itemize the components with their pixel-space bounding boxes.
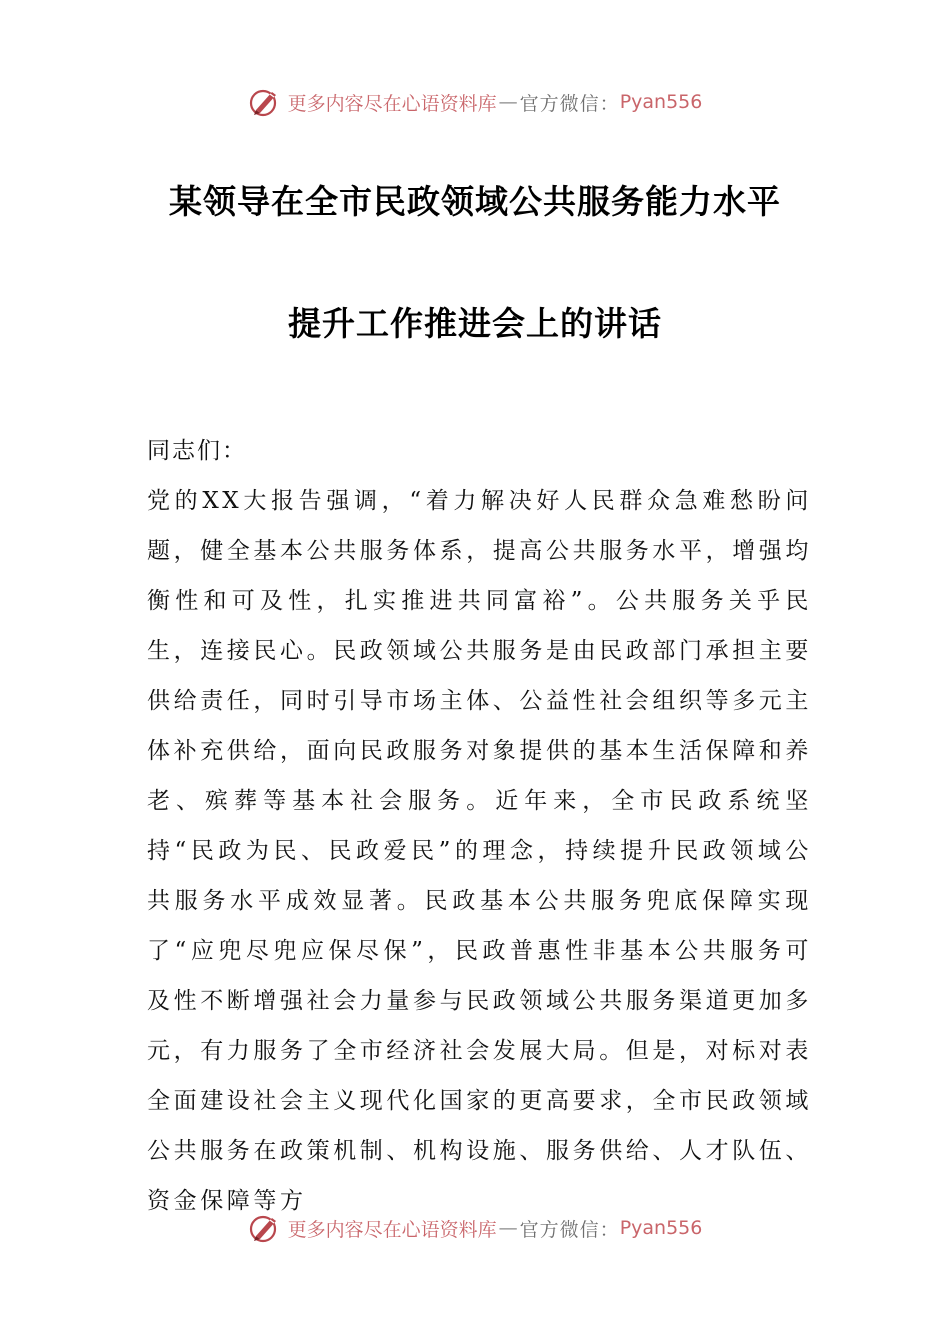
watermark-id: Pyan556 bbox=[619, 91, 703, 113]
watermark-text: 更多内容尽在心语资料库 bbox=[287, 1218, 497, 1241]
document-title-line2: 提升工作推进会上的讲话 bbox=[288, 304, 662, 343]
watermark-id: Pyan556 bbox=[619, 1217, 703, 1239]
header-watermark bbox=[0, 82, 950, 122]
body-paragraph: 党的XX大报告强调，“着力解决好人民群众急难愁盼问题，健全基本公共服务体系，提高公共服务水平，增强均衡性和可及性，扎实推进共同富裕”。公共服务关乎民生，连接民心。民政领域公共服务是由民政部门承担主要供给责任，同时引导市场主体、公益性社会组织等多元主体补充供给，面向民政服务对象提供的基本生活保障和养老、殡葬等基本社会服务。近年来，全市民政系统坚持“民政为民、民政爱民”的理念，持续提升民政领域公共服务水平成效显著。民政基本公共服务兜底保障实现了“应兜尽兜应保尽保”，民政普惠性非基本公共服务可及性不断增强社会力量参与民政领域公共服务渠道更加多元，有力服务了全市经济社会发展大局。但是，对标对表全面建设社会主义现代化国家的更高要求，全市民政领域公共服务在政策机制、机构设施、服务供给、人才队伍、资金保障等方 bbox=[147, 488, 812, 1214]
document-title-line1: 某领导在全市民政领域公共服务能力水平 bbox=[169, 182, 781, 221]
watermark-separator: — bbox=[498, 1217, 518, 1239]
pen-logo-icon bbox=[248, 1211, 282, 1245]
watermark-text: 更多内容尽在心语资料库 bbox=[287, 92, 497, 115]
watermark-official: 官方微信： bbox=[519, 92, 620, 115]
watermark-separator: — bbox=[498, 91, 518, 113]
watermark-official: 官方微信： bbox=[519, 1218, 620, 1241]
salutation: 同志们： bbox=[147, 438, 247, 464]
footer-watermark bbox=[0, 1208, 950, 1248]
pen-logo-icon bbox=[248, 85, 282, 119]
